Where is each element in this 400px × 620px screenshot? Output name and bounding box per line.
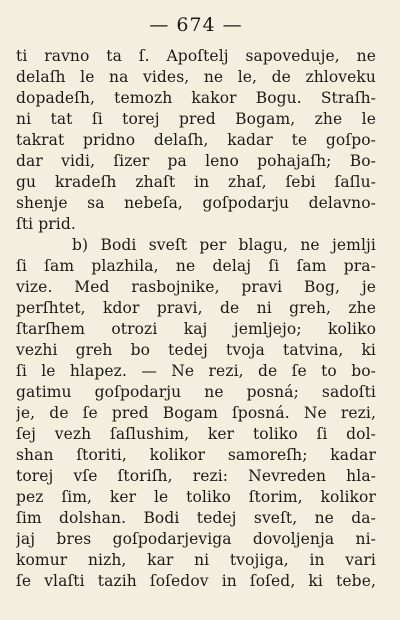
text-line: delaſh le na vides, ne le, de zhloveku — [16, 68, 376, 86]
text-line: jaj bres goſpodarjeviga dovoljenja ni- — [16, 530, 376, 548]
text-line: ſi ſam plazhila, ne delaj ſi ſam pra- — [16, 257, 376, 275]
text-line: dopadeſh, temozh kakor Bogu. Straſh- — [16, 89, 376, 107]
text-line: ſej vezh ſaſlushim, ker toliko ſi dol- — [16, 425, 376, 443]
text-line: ſtarſhem otrozi kaj jemljejo; koliko — [16, 320, 376, 338]
text-line: ti ravno ta ſ. Apoſtelj sapoveduje, ne — [16, 47, 376, 65]
text-line: vezhi greh bo tedej tvoja tatvina, ki — [16, 341, 376, 359]
text-line: torej vſe ſtoriſh, rezi: Nevreden hla- — [16, 467, 376, 485]
text-line: ni tat ſi torej pred Bogam, zhe le — [16, 110, 376, 128]
text-line: perſhtet, kdor pravi, de ni greh, zhe — [16, 299, 376, 317]
text-line: komur nizh, kar ni tvojiga, in vari — [16, 551, 376, 569]
page-number: — 674 — — [149, 14, 243, 36]
text-line: takrat pridno delaſh, kadar te goſpo- — [16, 131, 376, 149]
text-line: ſi le hlapez. — Ne rezi, de ſe to bo- — [16, 362, 376, 380]
text-line: dar vidi, ſizer pa leno pohajaſh; Bo- — [16, 152, 376, 170]
body-text — [16, 46, 376, 592]
text-line: gatimu goſpodarju ne posná; sadoſti — [16, 383, 376, 401]
text-line: vize. Med rasbojnike, pravi Bog, je — [16, 278, 376, 296]
text-line: pez ſim, ker le toliko ſtorim, kolikor — [16, 488, 376, 506]
text-line: je, de ſe pred Bogam ſposná. Ne rezi, — [16, 404, 376, 422]
text-line: shenje sa nebeſa, goſpodarju delavno- — [16, 194, 376, 212]
text-line: gu kradeſh zhaſt in zhaſ, ſebi ſaſlu- — [16, 173, 376, 191]
text-line: ſe vlaſti tazih ſoſedov in ſoſed, ki tebe, — [16, 572, 376, 590]
text-line: shan ſtoriti, kolikor samoreſh; kadar — [16, 446, 376, 464]
text-line: b) Bodi sveſt per blagu, ne jemlji — [72, 236, 376, 254]
text-line: ſim dolshan. Bodi tedej sveſt, ne da- — [16, 509, 376, 527]
text-line: ſti prid. — [16, 215, 76, 233]
